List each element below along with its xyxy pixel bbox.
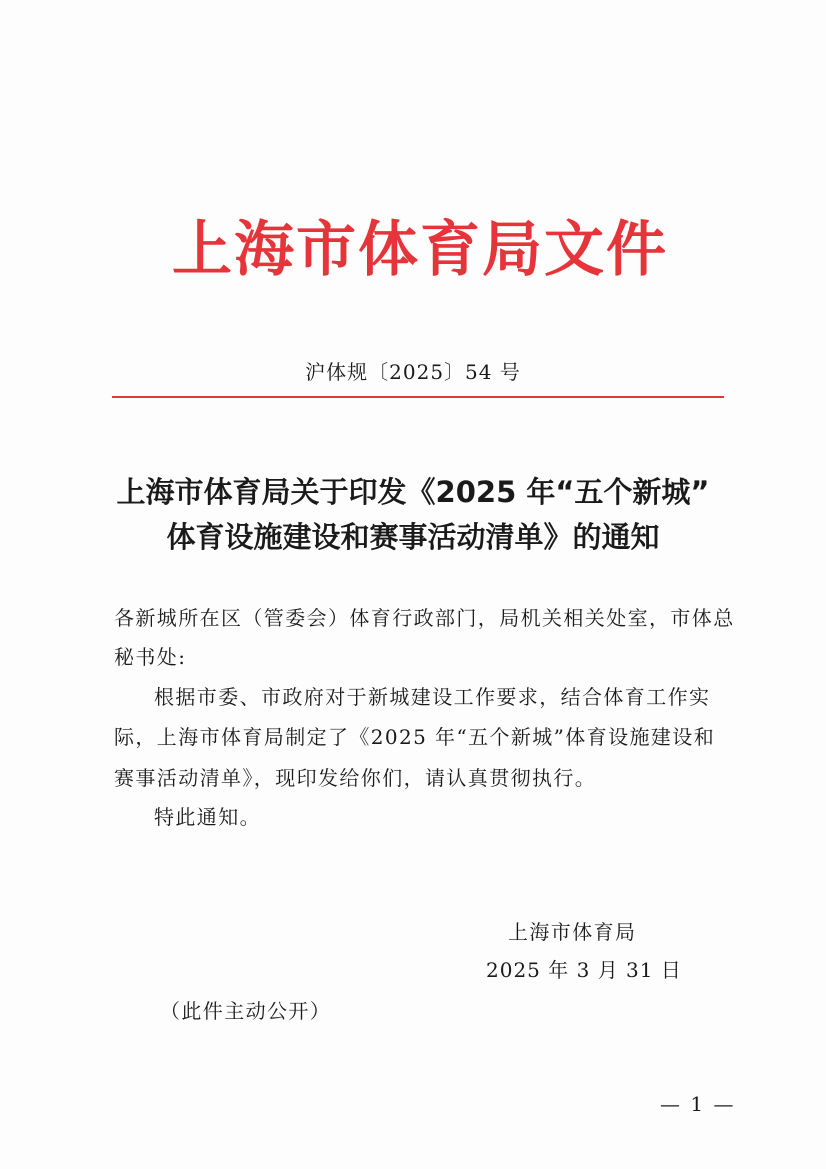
signature-date: 2025 年 3 月 31 日	[486, 958, 682, 982]
notice-title-line-1: 上海市体育局关于印发《2025 年“五个新城”	[116, 475, 710, 509]
page-number: — 1 —	[660, 1092, 736, 1116]
disclosure-note: （此件主动公开）	[160, 999, 332, 1023]
addressee-line-1: 各新城所在区（管委会）体育行政部门，局机关相关处室，市体总	[114, 606, 735, 630]
signature-organization: 上海市体育局	[508, 920, 637, 944]
body-paragraph-line-2: 际，上海市体育局制定了《2025 年“五个新城”体育设施建设和	[114, 725, 716, 749]
addressee-line-2: 秘书处:	[114, 645, 187, 669]
document-number: 沪体规〔2025〕54 号	[305, 360, 521, 384]
closing-phrase: 特此通知。	[154, 805, 261, 829]
body-paragraph-line-1: 根据市委、市政府对于新城建设工作要求，结合体育工作实	[154, 685, 711, 709]
body-paragraph-line-3: 赛事活动清单》，现印发给你们，请认真贯彻执行。	[114, 766, 597, 790]
notice-title-line-2: 体育设施建设和赛事活动清单》的通知	[166, 520, 660, 554]
red-divider-line	[112, 396, 724, 398]
issuer-header: 上海市体育局文件	[172, 215, 668, 285]
